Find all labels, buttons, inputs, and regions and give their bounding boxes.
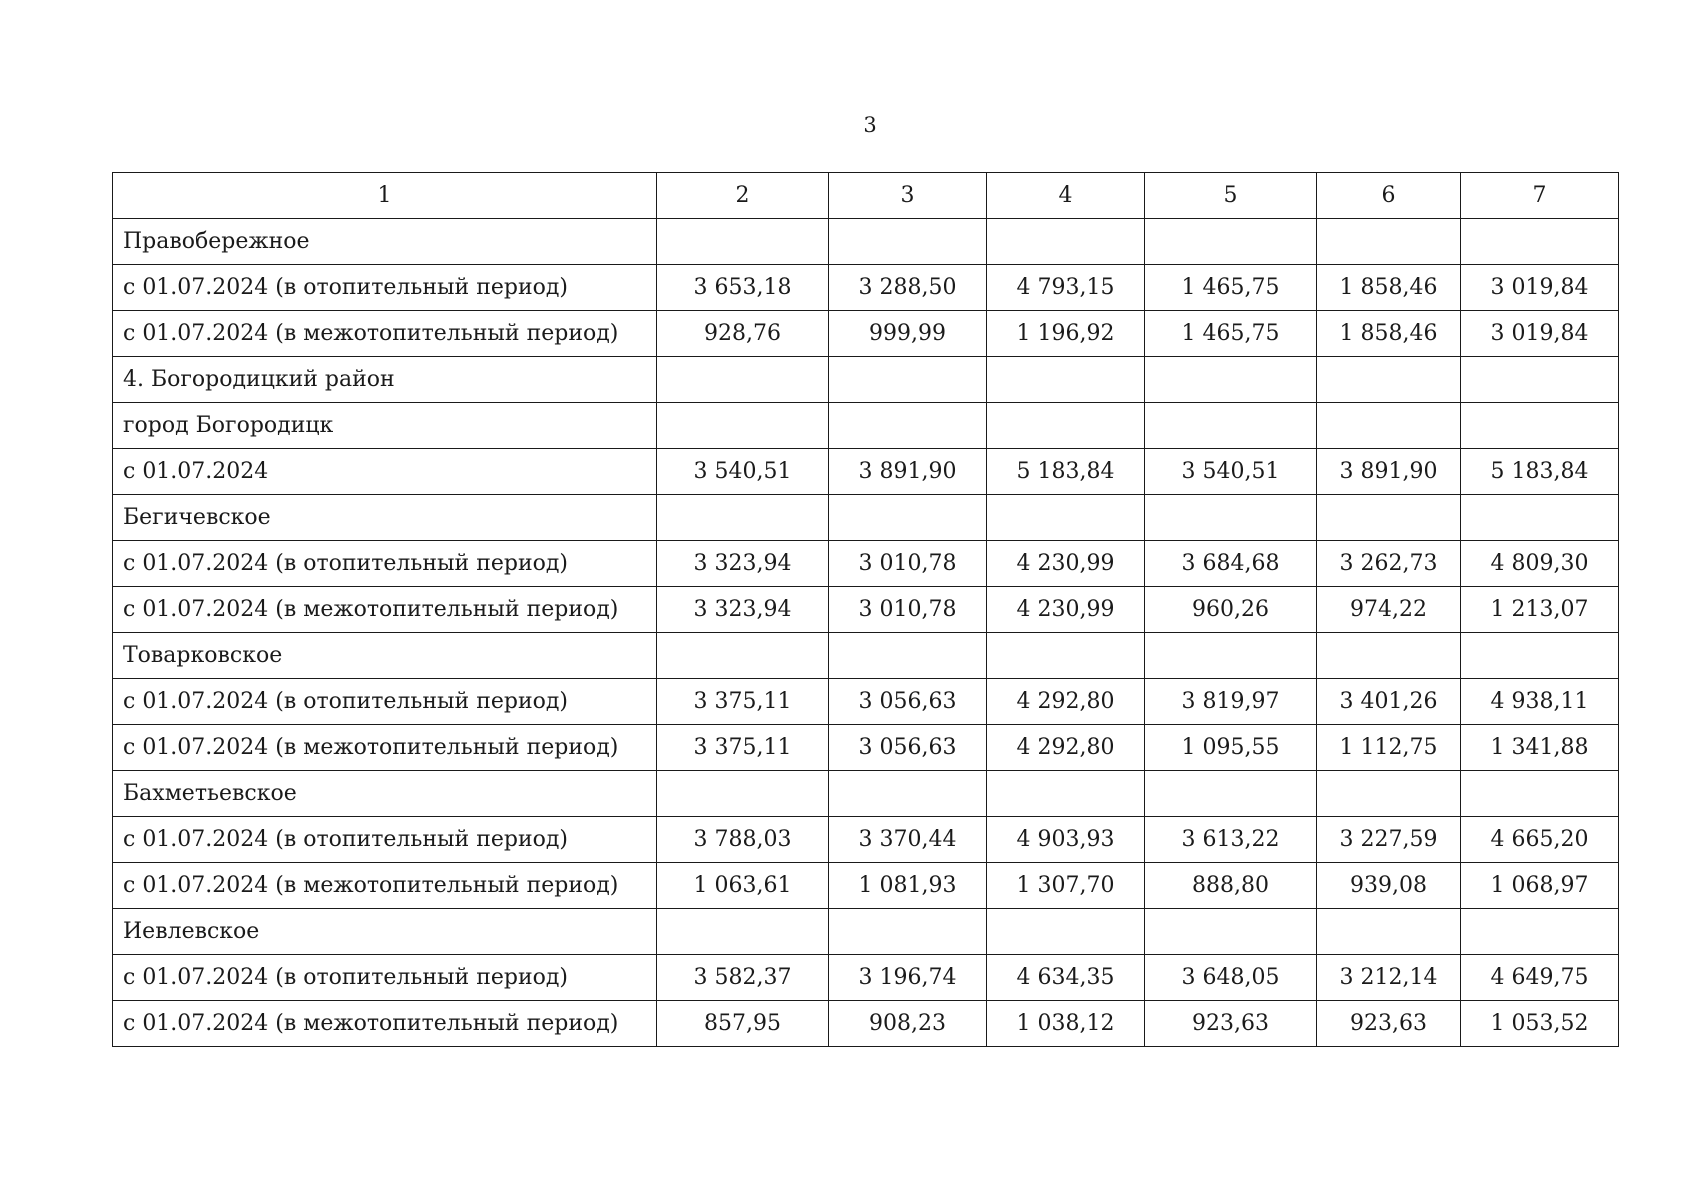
column-number: 5 [1145, 173, 1317, 219]
table-cell: 1 307,70 [987, 863, 1145, 909]
table-row [113, 403, 1619, 449]
table-row [113, 495, 1619, 541]
table-cell: 939,08 [1317, 863, 1461, 909]
table-row [113, 219, 1619, 265]
table-cell [657, 357, 829, 403]
table-cell: 3 819,97 [1145, 679, 1317, 725]
table-cell: 3 262,73 [1317, 541, 1461, 587]
table-cell: 974,22 [1317, 587, 1461, 633]
table-cell [1461, 219, 1619, 265]
table-cell [829, 633, 987, 679]
table-cell [1461, 357, 1619, 403]
table-cell: 3 582,37 [657, 955, 829, 1001]
table-cell [1145, 771, 1317, 817]
table-cell [1317, 357, 1461, 403]
table-cell: 4 793,15 [987, 265, 1145, 311]
table-cell: 908,23 [829, 1001, 987, 1047]
table-cell: 4 292,80 [987, 725, 1145, 771]
table-cell [987, 909, 1145, 955]
table-cell [1317, 219, 1461, 265]
table-cell [1145, 909, 1317, 955]
table-cell: 3 613,22 [1145, 817, 1317, 863]
table-cell: 1 081,93 [829, 863, 987, 909]
row-label: с 01.07.2024 (в отопительный период) [113, 265, 657, 311]
table-cell [1145, 403, 1317, 449]
row-label: с 01.07.2024 (в отопительный период) [113, 679, 657, 725]
row-label: Бахметьевское [113, 771, 657, 817]
table-cell: 3 375,11 [657, 679, 829, 725]
row-label: с 01.07.2024 (в отопительный период) [113, 955, 657, 1001]
table-cell [1461, 771, 1619, 817]
tariff-table [112, 172, 1619, 1047]
table-cell: 3 375,11 [657, 725, 829, 771]
row-label: с 01.07.2024 (в межотопительный период) [113, 863, 657, 909]
table-cell [1145, 633, 1317, 679]
column-number: 1 [113, 173, 657, 219]
column-number: 4 [987, 173, 1145, 219]
table-cell [829, 403, 987, 449]
table-cell: 3 010,78 [829, 587, 987, 633]
table-cell: 3 056,63 [829, 679, 987, 725]
table-cell [657, 771, 829, 817]
table-cell: 3 684,68 [1145, 541, 1317, 587]
table-body [113, 173, 1619, 1047]
table-cell [1317, 909, 1461, 955]
table-cell: 3 540,51 [1145, 449, 1317, 495]
table-cell [1317, 771, 1461, 817]
table-cell [657, 403, 829, 449]
table-cell [1461, 403, 1619, 449]
table-cell [657, 219, 829, 265]
table-cell [1317, 495, 1461, 541]
table-cell [829, 909, 987, 955]
row-label: Правобережное [113, 219, 657, 265]
table-cell [1461, 633, 1619, 679]
table-row [113, 357, 1619, 403]
table-cell: 1 465,75 [1145, 311, 1317, 357]
table-cell [1317, 633, 1461, 679]
row-label: город Богородицк [113, 403, 657, 449]
table-cell [987, 633, 1145, 679]
table-cell [1145, 219, 1317, 265]
table-cell [987, 403, 1145, 449]
row-label: Товарковское [113, 633, 657, 679]
table-cell: 4 634,35 [987, 955, 1145, 1001]
table-cell: 999,99 [829, 311, 987, 357]
table-cell: 888,80 [1145, 863, 1317, 909]
row-label: с 01.07.2024 (в межотопительный период) [113, 725, 657, 771]
table-row [113, 725, 1619, 771]
table-cell: 1 341,88 [1461, 725, 1619, 771]
table-cell [1145, 357, 1317, 403]
page-number: 3 [863, 113, 877, 137]
table-cell: 4 809,30 [1461, 541, 1619, 587]
table-cell: 1 858,46 [1317, 265, 1461, 311]
table-row [113, 449, 1619, 495]
table-cell: 5 183,84 [1461, 449, 1619, 495]
table-header-row [113, 173, 1619, 219]
table-cell [829, 771, 987, 817]
table-cell: 4 292,80 [987, 679, 1145, 725]
table-cell [657, 495, 829, 541]
table-cell: 4 938,11 [1461, 679, 1619, 725]
row-label: Бегичевское [113, 495, 657, 541]
table-row [113, 587, 1619, 633]
table-cell [1317, 403, 1461, 449]
table-cell: 1 858,46 [1317, 311, 1461, 357]
table-row [113, 265, 1619, 311]
table-cell: 857,95 [657, 1001, 829, 1047]
table-cell: 960,26 [1145, 587, 1317, 633]
table-row [113, 541, 1619, 587]
table-cell: 3 227,59 [1317, 817, 1461, 863]
table-cell: 1 095,55 [1145, 725, 1317, 771]
column-number: 6 [1317, 173, 1461, 219]
table-cell: 3 788,03 [657, 817, 829, 863]
table-cell: 3 212,14 [1317, 955, 1461, 1001]
table-cell: 3 010,78 [829, 541, 987, 587]
table-row [113, 863, 1619, 909]
table-cell: 1 465,75 [1145, 265, 1317, 311]
table-cell: 3 019,84 [1461, 265, 1619, 311]
table-cell: 1 112,75 [1317, 725, 1461, 771]
table-cell: 4 903,93 [987, 817, 1145, 863]
table-row [113, 817, 1619, 863]
table-cell [987, 219, 1145, 265]
table-row [113, 771, 1619, 817]
table-cell: 4 665,20 [1461, 817, 1619, 863]
table-row [113, 311, 1619, 357]
table-cell: 1 038,12 [987, 1001, 1145, 1047]
table-row [113, 909, 1619, 955]
table-cell: 4 230,99 [987, 541, 1145, 587]
table-cell: 4 649,75 [1461, 955, 1619, 1001]
table-cell: 3 196,74 [829, 955, 987, 1001]
table-cell: 1 213,07 [1461, 587, 1619, 633]
column-number: 7 [1461, 173, 1619, 219]
table-cell [829, 495, 987, 541]
table-cell [1461, 909, 1619, 955]
table-cell: 1 196,92 [987, 311, 1145, 357]
table-cell: 928,76 [657, 311, 829, 357]
row-label: с 01.07.2024 [113, 449, 657, 495]
table-cell: 3 891,90 [1317, 449, 1461, 495]
table-cell: 3 401,26 [1317, 679, 1461, 725]
table-cell: 3 370,44 [829, 817, 987, 863]
table-cell [987, 771, 1145, 817]
table-cell [657, 909, 829, 955]
row-label: с 01.07.2024 (в межотопительный период) [113, 1001, 657, 1047]
table-cell: 1 068,97 [1461, 863, 1619, 909]
column-number: 2 [657, 173, 829, 219]
column-number: 3 [829, 173, 987, 219]
table-cell: 3 648,05 [1145, 955, 1317, 1001]
row-label: Иевлевское [113, 909, 657, 955]
table-cell: 3 019,84 [1461, 311, 1619, 357]
table-cell [657, 633, 829, 679]
table-cell [829, 357, 987, 403]
table-cell: 923,63 [1145, 1001, 1317, 1047]
table-cell [1145, 495, 1317, 541]
table-cell [987, 495, 1145, 541]
table-cell: 3 056,63 [829, 725, 987, 771]
table-cell: 1 053,52 [1461, 1001, 1619, 1047]
table-row [113, 679, 1619, 725]
row-label: с 01.07.2024 (в отопительный период) [113, 541, 657, 587]
table-cell: 3 323,94 [657, 541, 829, 587]
table-cell: 3 288,50 [829, 265, 987, 311]
table-cell: 3 653,18 [657, 265, 829, 311]
table-row [113, 955, 1619, 1001]
table-cell: 3 891,90 [829, 449, 987, 495]
row-label: с 01.07.2024 (в межотопительный период) [113, 587, 657, 633]
table-cell: 923,63 [1317, 1001, 1461, 1047]
row-label: с 01.07.2024 (в межотопительный период) [113, 311, 657, 357]
row-label: с 01.07.2024 (в отопительный период) [113, 817, 657, 863]
table-row [113, 1001, 1619, 1047]
table-cell [829, 219, 987, 265]
table-cell [1461, 495, 1619, 541]
table-row [113, 633, 1619, 679]
table-cell: 5 183,84 [987, 449, 1145, 495]
table-cell: 1 063,61 [657, 863, 829, 909]
table-cell: 3 323,94 [657, 587, 829, 633]
table-cell: 4 230,99 [987, 587, 1145, 633]
table-cell [987, 357, 1145, 403]
row-label: 4. Богородицкий район [113, 357, 657, 403]
table-cell: 3 540,51 [657, 449, 829, 495]
